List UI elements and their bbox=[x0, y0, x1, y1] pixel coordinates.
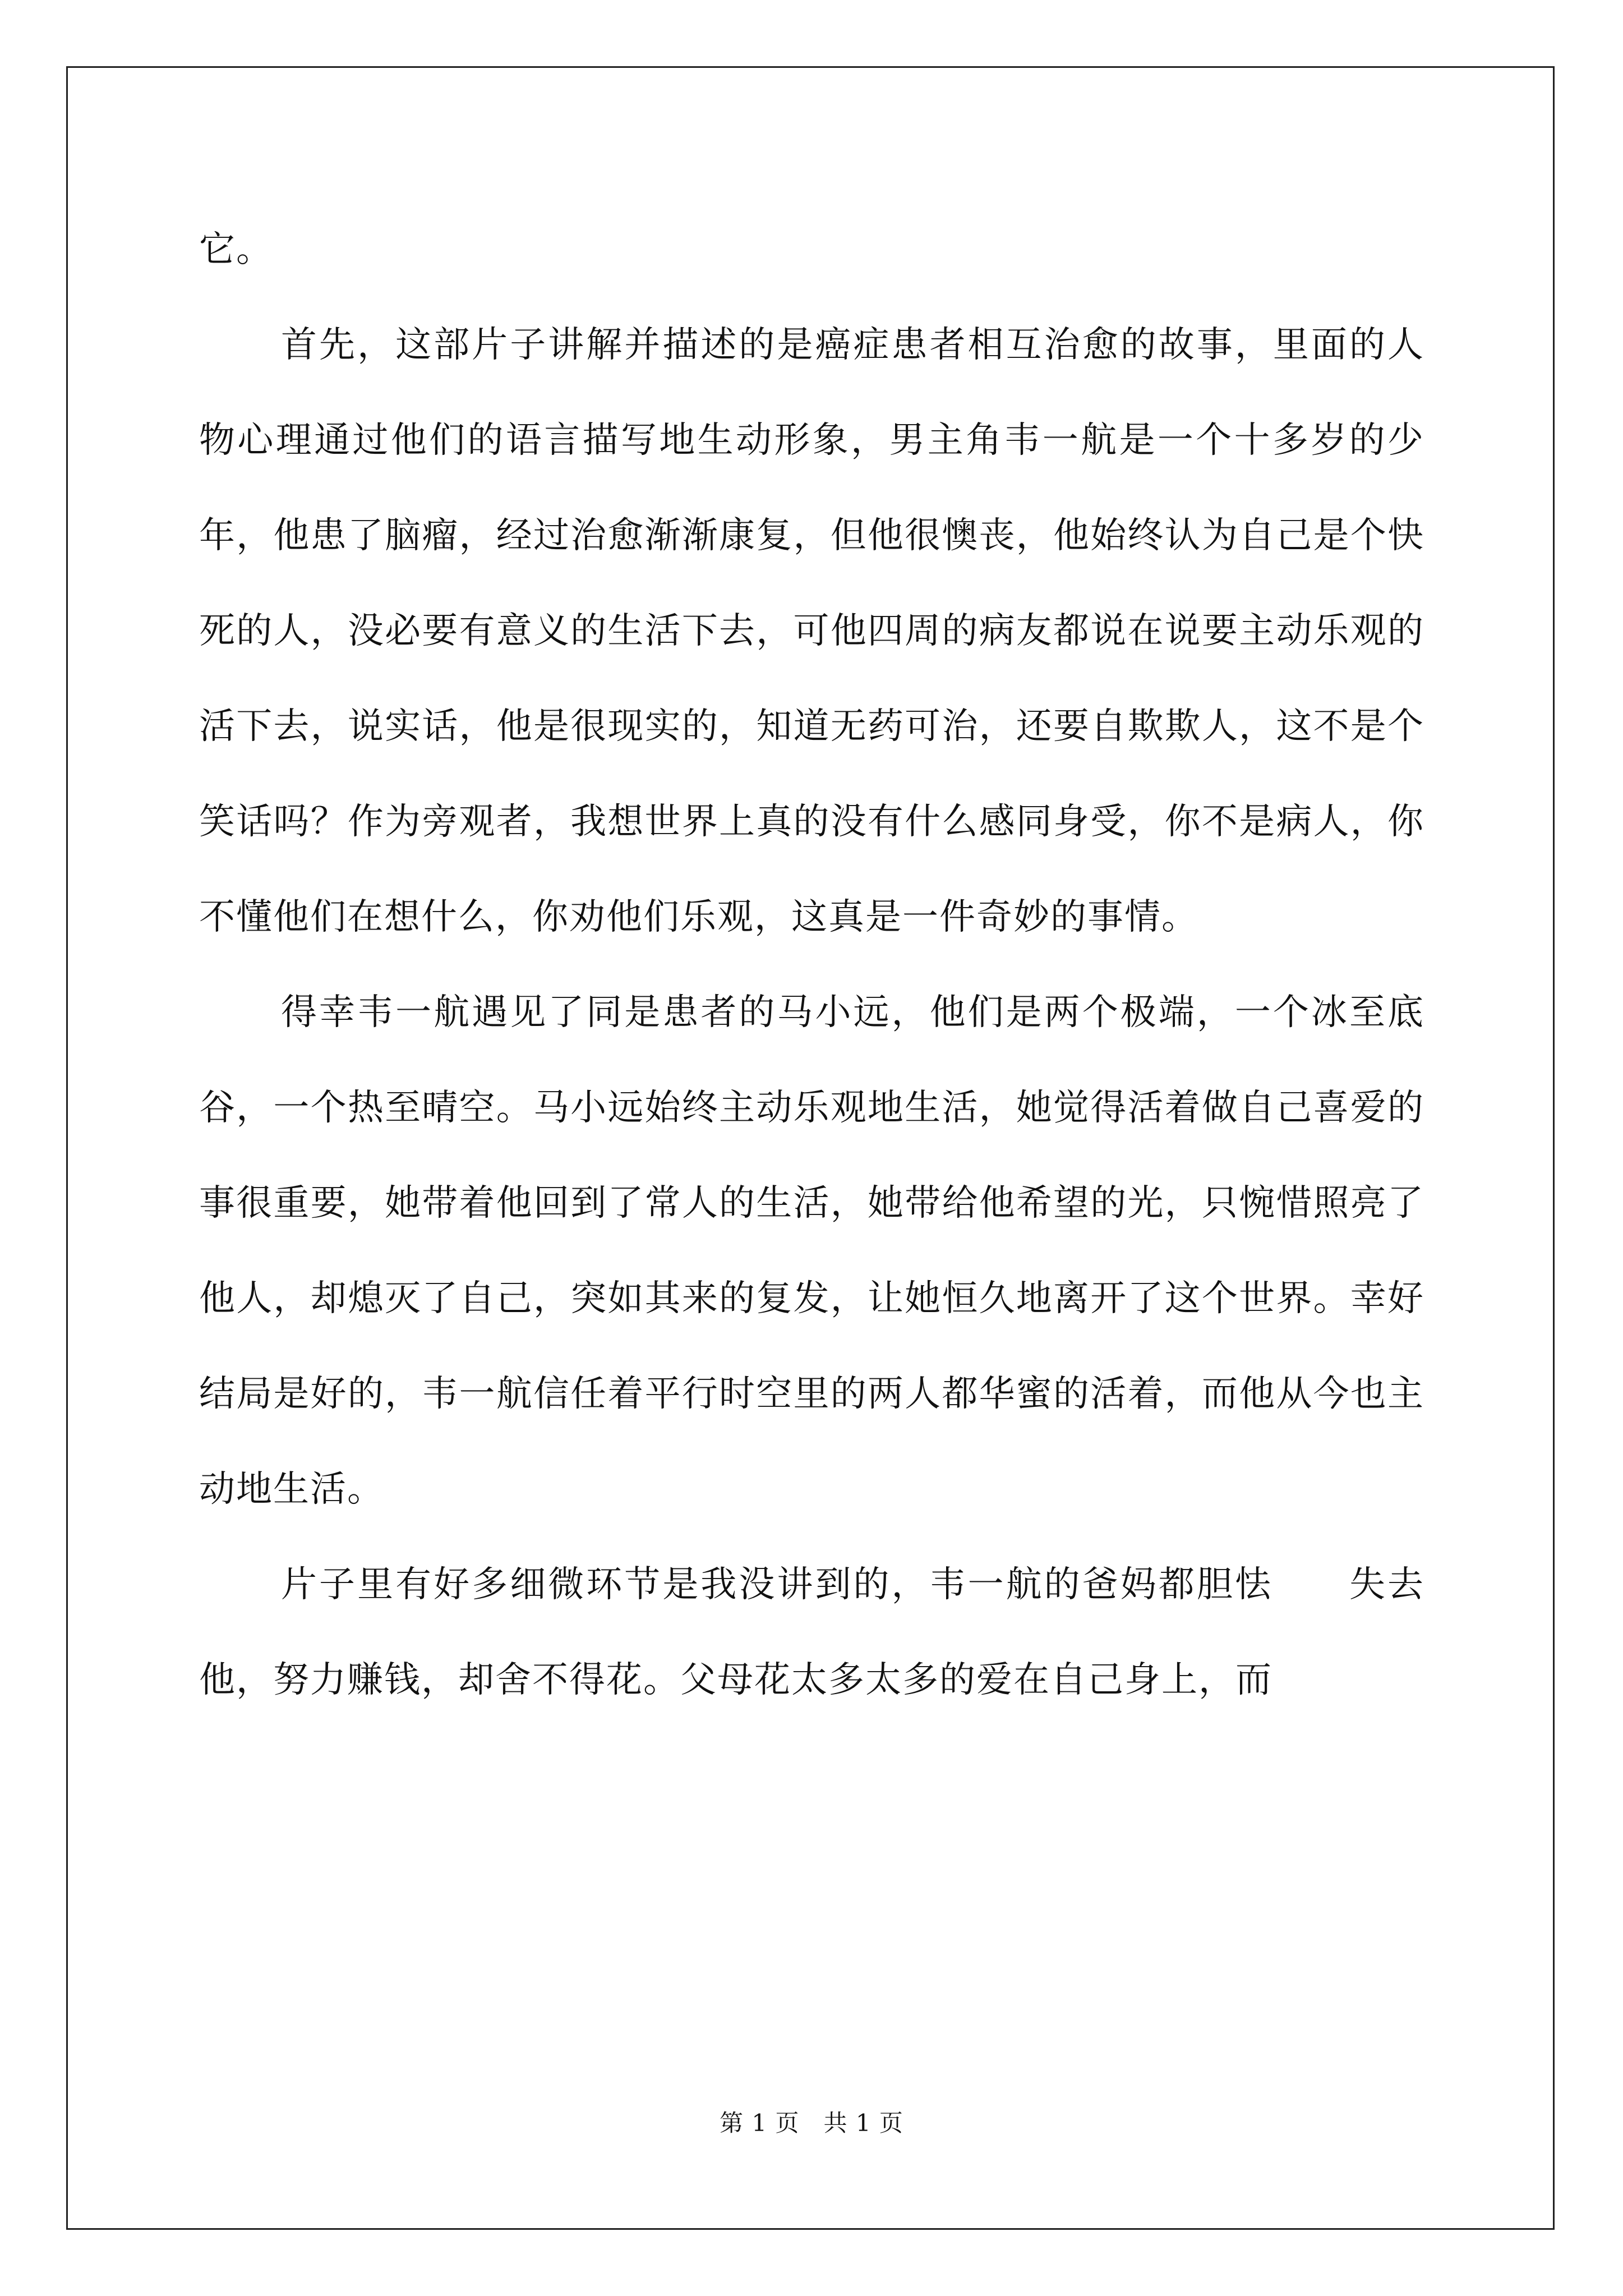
document-body bbox=[199, 202, 1424, 1728]
paragraph-story: 得幸韦一航遇见了同是患者的马小远，他们是两个极端，一个冰至底谷，一个热至晴空。马小远始终主动乐观地生活，她觉得活着做自己喜爱的事很重要，她带着他回到了常人的生活，她带给他希望的光，只惋惜照亮了他人，却熄灭了自己，突如其来的复发，让她恒久地离开了这个世界。幸好结局是好的，韦一航信任着平行时空里的两人都华蜜的活着，而他从今也主动地生活。 bbox=[199, 992, 1424, 1510]
page-number: 第 1 页 共 1 页 bbox=[720, 2109, 903, 2137]
page-footer bbox=[0, 2106, 1623, 2140]
paragraph-details: 片子里有好多细微环节是我没讲到的，韦一航的爸妈都胆怯 失去他，努力赚钱，却舍不得花。父母花太多太多的爱在自己身上，而 bbox=[199, 1564, 1424, 1701]
paragraph-intro: 首先，这部片子讲解并描述的是癌症患者相互治愈的故事，里面的人物心理通过他们的语言描写地生动形象，男主角韦一航是一个十多岁的少年，他患了脑瘤，经过治愈渐渐康复，但他很懊丧，他始终认为自己是个快死的人，没必要有意义的生活下去，可他四周的病友都说在说要主动乐观的活下去，说实话，他是很现实的，知道无药可治，还要自欺欺人，这不是个笑话吗？作为旁观者，我想世界上真的没有什么感同身受，你不是病人，你不懂他们在想什么，你劝他们乐观，这真是一件奇妙的事情。 bbox=[199, 324, 1424, 938]
paragraph-continuation: 它。 bbox=[199, 229, 273, 270]
